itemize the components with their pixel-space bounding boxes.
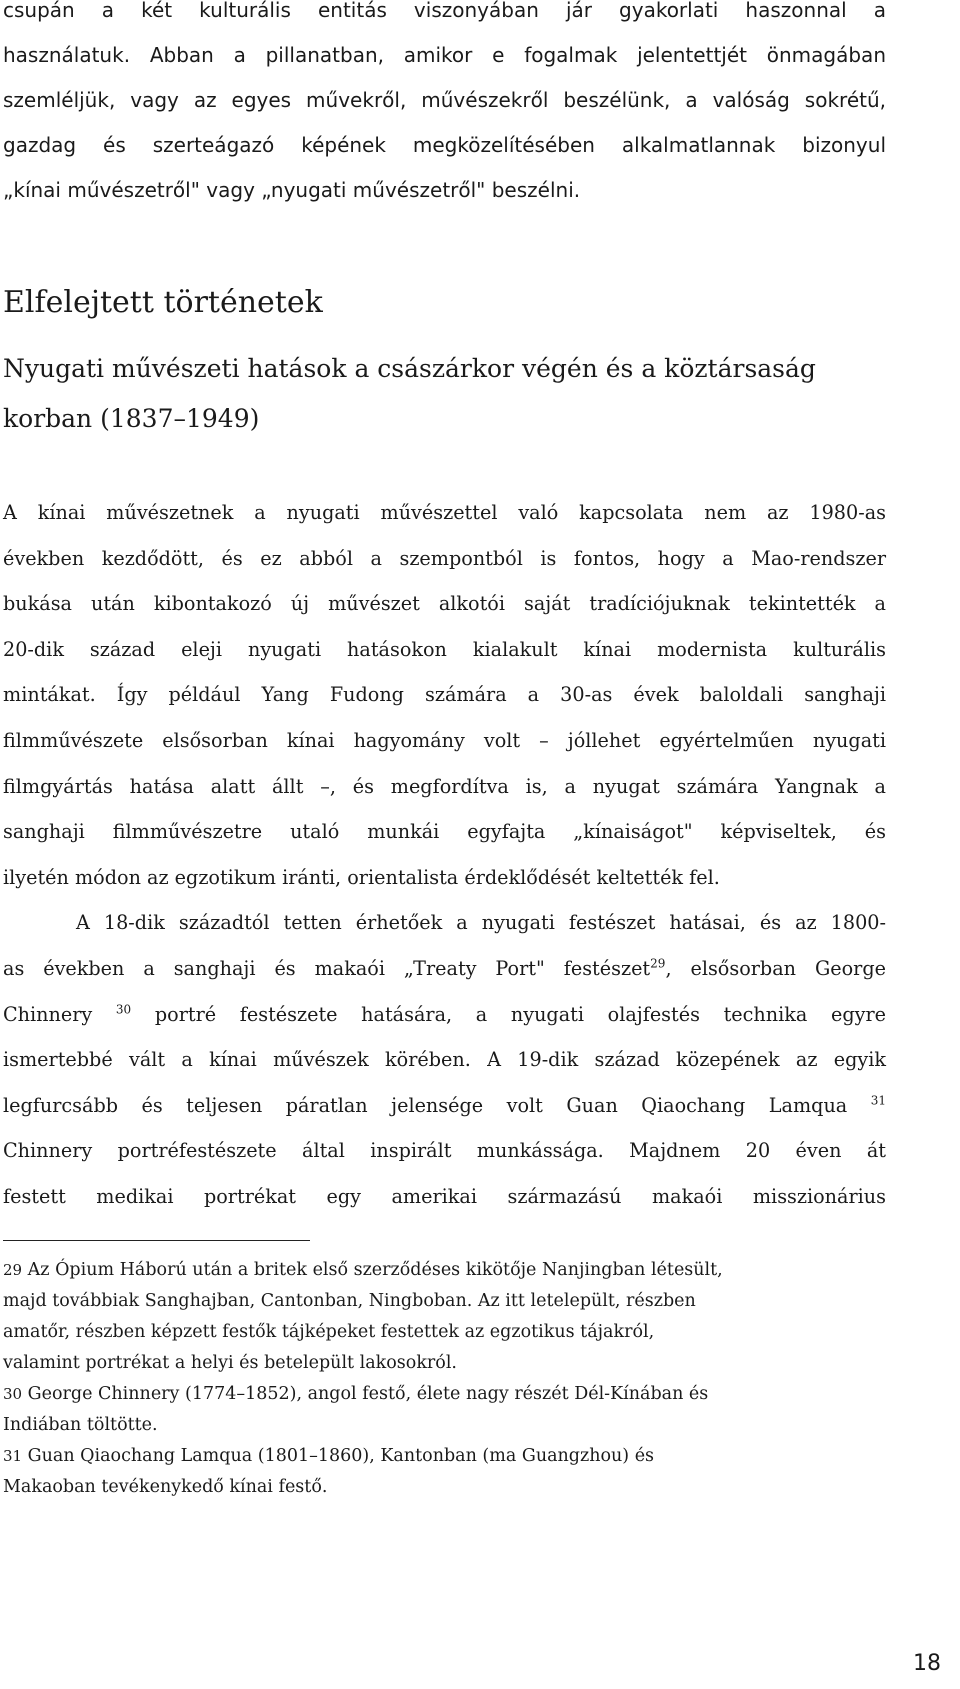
- footnote-text: Guan Qiaochang Lamqua (1801–1860), Kantonban (ma Guangzhou) és: [22, 1446, 655, 1466]
- section-subtitle: [3, 344, 886, 444]
- footnote-line: [3, 1255, 886, 1286]
- text-fragment: , elsősorban George: [665, 956, 886, 980]
- text-line: festett medikai portrékat egy amerikai származású makaói misszionárius: [3, 1184, 886, 1208]
- text-line: ilyetén módon az egzotikum iránti, orientalista érdeklődését keltették fel.: [3, 865, 720, 889]
- text-line: [3, 1083, 886, 1129]
- text-line: filmgyártás hatása alatt állt –, és megfordítva is, a nyugat számára Yangnak a: [3, 774, 886, 798]
- text-fragment: as években a sanghaji és makaói „Treaty Port" festészet: [3, 956, 651, 980]
- text-line: filmművészete elsősorban kínai hagyomány volt – jóllehet egyértelműen nyugati: [3, 728, 886, 752]
- section-title: Elfelejtett történetek: [3, 285, 323, 320]
- footnote-line: valamint portrékat a helyi és betelepült lakosokról.: [3, 1353, 457, 1373]
- text-line: gazdag és szerteágazó képének megközelítésében alkalmatlannak bizonyul: [3, 133, 886, 157]
- text-line: szemléljük, vagy az egyes művekről, művészekről beszélünk, a valóság sokrétű,: [3, 88, 886, 112]
- footnote-line: amatőr, részben képzett festők tájképeket festettek az egzotikus tájakról,: [3, 1322, 655, 1342]
- footnote-number: 31: [3, 1447, 23, 1465]
- footnote-ref[interactable]: 31: [870, 1093, 886, 1108]
- body-text: [3, 490, 886, 1220]
- footnote-line: Indiában töltötte.: [3, 1415, 158, 1435]
- text-line: bukása után kibontakozó új művészet alkotói saját tradíciójuknak tekintették a: [3, 592, 886, 616]
- text-line: években kezdődött, és ez abból a szempontból is fontos, hogy a Mao-rendszer: [3, 546, 886, 570]
- text-fragment: Chinnery: [3, 1002, 116, 1026]
- text-line: sanghaji filmművészetre utaló munkái egyfajta „kínaiságot" képviseltek, és: [3, 820, 886, 844]
- text-line: 20-dik század eleji nyugati hatásokon kialakult kínai modernista kulturális: [3, 637, 886, 661]
- text-line: Chinnery portréfestészete által inspirált munkássága. Majdnem 20 éven át: [3, 1139, 886, 1163]
- text-line: használatuk. Abban a pillanatban, amikor e fogalmak jelentettjét önmagában: [3, 43, 886, 67]
- text-line: mintákat. Így például Yang Fudong számára a 30-as évek baloldali sanghaji: [3, 683, 886, 707]
- text-line: A 18-dik századtól tetten érhetőek a nyugati festészet hatásai, és az 1800-: [76, 911, 886, 935]
- text-line: [3, 946, 886, 992]
- text-line: A kínai művészetnek a nyugati művészettel való kapcsolata nem az 1980-as: [3, 501, 886, 524]
- footnote-text: Az Ópium Háború után a britek első szerződéses kikötője Nanjingban létesült,: [22, 1260, 723, 1280]
- footnote-divider: [3, 1240, 310, 1241]
- footnote-number: 29: [3, 1261, 23, 1279]
- footnote-line: [3, 1441, 886, 1472]
- text-fragment: portré festészete hatására, a nyugati olajfestés technika egyre: [131, 1002, 886, 1026]
- text-line: ismertebbé vált a kínai művészek körében. A 19-dik század közepének az egyik: [3, 1048, 886, 1072]
- footnote-ref[interactable]: 29: [650, 956, 666, 971]
- text-line: „kínai művészetről" vagy „nyugati művészetről" beszélni.: [3, 178, 581, 202]
- subtitle-line: korban (1837–1949): [3, 404, 260, 433]
- footnote-line: Makaoban tevékenykedő kínai festő.: [3, 1477, 328, 1497]
- intro-paragraph: [3, 0, 886, 213]
- text-line: [3, 992, 886, 1038]
- footnote-line: [3, 1379, 886, 1410]
- text-line: csupán a két kulturális entitás viszonyában jár gyakorlati haszonnal a: [3, 0, 886, 22]
- footnotes: [3, 1255, 886, 1503]
- page-number: 18: [913, 1651, 941, 1676]
- text-fragment: legfurcsább és teljesen páratlan jelensége volt Guan Qiaochang Lamqua: [3, 1093, 871, 1117]
- footnote-text: George Chinnery (1774–1852), angol festő, élete nagy részét Dél-Kínában és: [22, 1384, 709, 1404]
- subtitle-line: Nyugati művészeti hatások a császárkor végén és a köztársaság: [3, 354, 816, 383]
- footnote-ref[interactable]: 30: [115, 1002, 132, 1017]
- footnote-number: 30: [3, 1385, 23, 1403]
- footnote-line: majd továbbiak Sanghajban, Cantonban, Ningboban. Az itt letelepült, részben: [3, 1291, 696, 1311]
